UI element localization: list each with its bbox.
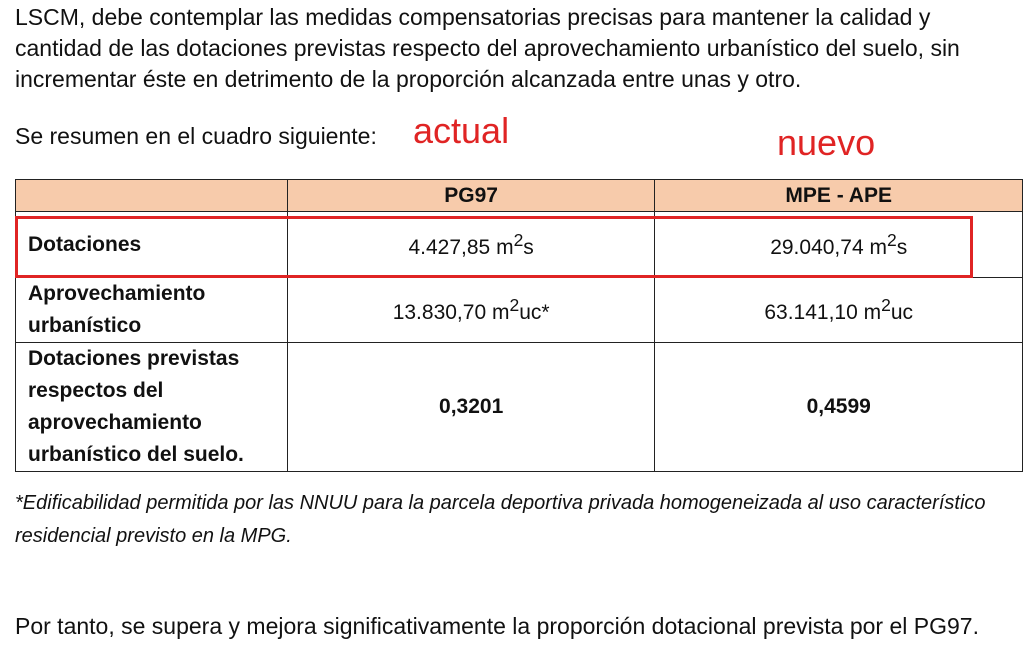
- annotation-nuevo: nuevo: [777, 122, 876, 163]
- footnote: *Edificabilidad permitida por las NNUU para la parcela deportiva privada homogeneizada al uso característico residencial previsto en la MPG.: [15, 492, 986, 547]
- header-empty: [16, 180, 288, 212]
- conclusion: Por tanto, se supera y mejora significativamente la proporción dotacional prevista por el PG97.: [15, 613, 979, 639]
- aprovechamiento-pg97: 13.830,70 $m^2uc*$: [287, 278, 655, 343]
- table-row: [16, 343, 1023, 472]
- ratio-mpe: 0,4599: [655, 343, 1023, 472]
- highlight-box-dotaciones: [15, 216, 973, 278]
- row-label-aprovechamiento: Aprovechamiento urbanístico: [16, 278, 288, 343]
- intro-paragraph: [15, 2, 1025, 95]
- intro-line-2: cantidad de las dotaciones previstas respecto del aprovechamiento urbanístico del suelo, sin: [15, 35, 960, 61]
- intro-line-3: incrementar éste en detrimento de la proporción alcanzada entre unas y otro.: [15, 66, 802, 92]
- annotation-actual: actual: [413, 110, 510, 151]
- summary-lead: Se resumen en el cuadro siguiente:: [15, 123, 377, 149]
- dotaciones-pg97: 4.427,85 $m^2s$: [287, 212, 655, 278]
- table-row: [16, 278, 1023, 343]
- row-label-dotaciones: Dotaciones: [16, 212, 288, 278]
- header-pg97: PG97: [287, 180, 655, 212]
- intro-line-1: LSCM, debe contemplar las medidas compensatorias precisas para mantener la calidad y: [15, 4, 931, 30]
- dotaciones-mpe: 29.040,74 $m^2s$: [655, 212, 1023, 278]
- aprovechamiento-mpe: 63.141,10 $m^2uc$: [655, 278, 1023, 343]
- header-mpe-ape: MPE - APE: [655, 180, 1023, 212]
- ratio-pg97: 0,3201: [287, 343, 655, 472]
- table-header-row: [16, 180, 1023, 212]
- row-label-dotaciones-previstas: Dotaciones previstas respectos del aprovechamiento urbanístico del suelo.: [16, 343, 288, 472]
